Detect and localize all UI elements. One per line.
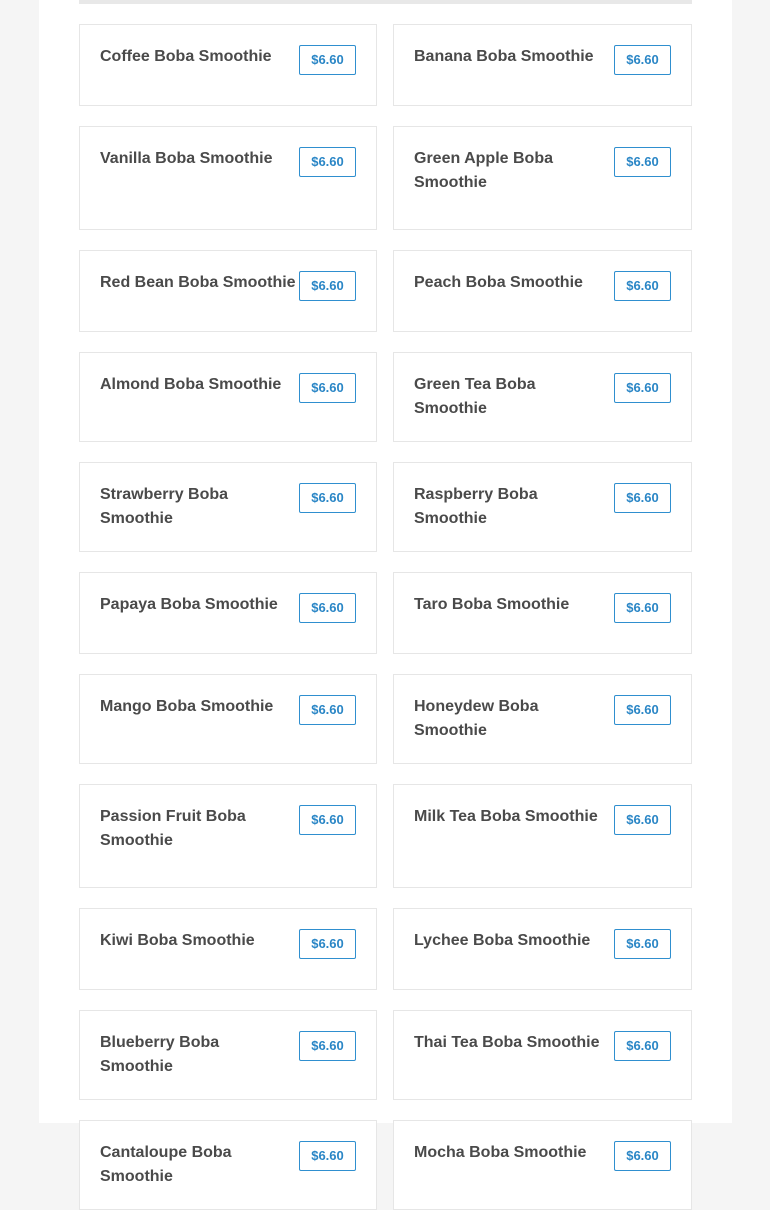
menu-item-card[interactable] — [79, 126, 377, 230]
menu-item-card[interactable] — [393, 674, 692, 764]
menu-item-name: Blueberry Boba Smoothie — [100, 1034, 220, 1075]
section-divider — [79, 0, 692, 4]
price-button[interactable]: $6.60 — [299, 929, 356, 959]
menu-item-card[interactable] — [393, 1010, 692, 1100]
menu-item-card[interactable] — [79, 572, 377, 654]
menu-item-name: Coffee Boba Smoothie — [100, 48, 272, 65]
price-button[interactable]: $6.60 — [299, 593, 356, 623]
menu-item-name: Green Tea Boba Smoothie — [414, 376, 536, 417]
menu-item-card[interactable] — [79, 1010, 377, 1100]
menu-item-name: Kiwi Boba Smoothie — [100, 932, 255, 949]
price-button[interactable]: $6.60 — [299, 373, 356, 403]
menu-item-name: Strawberry Boba Smoothie — [100, 486, 229, 527]
menu-item-card[interactable] — [79, 462, 377, 552]
price-button[interactable]: $6.60 — [614, 593, 671, 623]
menu-item-card[interactable] — [393, 784, 692, 888]
price-button[interactable]: $6.60 — [299, 695, 356, 725]
price-button[interactable]: $6.60 — [299, 271, 356, 301]
menu-item-card[interactable] — [79, 674, 377, 764]
price-button[interactable]: $6.60 — [299, 805, 356, 835]
menu-item-name: Thai Tea Boba Smoothie — [414, 1034, 600, 1051]
menu-item-name: Almond Boba Smoothie — [100, 376, 282, 393]
price-button[interactable]: $6.60 — [299, 45, 356, 75]
menu-item-card[interactable] — [393, 572, 692, 654]
price-button[interactable]: $6.60 — [299, 1141, 356, 1171]
menu-item-name: Green Apple Boba Smoothie — [414, 150, 553, 191]
menu-item-name: Mocha Boba Smoothie — [414, 1144, 587, 1161]
menu-item-card[interactable] — [79, 784, 377, 888]
menu-item-card[interactable] — [393, 908, 692, 990]
price-button[interactable]: $6.60 — [614, 271, 671, 301]
price-button[interactable]: $6.60 — [614, 1031, 671, 1061]
menu-item-name: Honeydew Boba Smoothie — [414, 698, 539, 739]
menu-item-card[interactable] — [393, 24, 692, 106]
price-button[interactable]: $6.60 — [614, 1141, 671, 1171]
price-button[interactable]: $6.60 — [614, 805, 671, 835]
menu-item-card[interactable] — [393, 462, 692, 552]
menu-item-name: Papaya Boba Smoothie — [100, 596, 278, 613]
menu-item-card[interactable] — [79, 908, 377, 990]
price-button[interactable]: $6.60 — [614, 147, 671, 177]
menu-item-name: Red Bean Boba Smoothie — [100, 274, 296, 291]
menu-item-card[interactable] — [79, 1120, 377, 1210]
menu-item-name: Raspberry Boba Smoothie — [414, 486, 538, 527]
price-button[interactable]: $6.60 — [614, 373, 671, 403]
menu-item-card[interactable] — [393, 1120, 692, 1210]
menu-item-card[interactable] — [393, 352, 692, 442]
menu-item-card[interactable] — [79, 250, 377, 332]
price-button[interactable]: $6.60 — [299, 147, 356, 177]
menu-item-name: Lychee Boba Smoothie — [414, 932, 591, 949]
menu-item-card[interactable] — [393, 250, 692, 332]
menu-item-card[interactable] — [79, 352, 377, 442]
menu-item-name: Passion Fruit Boba Smoothie — [100, 808, 246, 849]
menu-grid — [79, 24, 692, 1210]
menu-item-card[interactable] — [79, 24, 377, 106]
price-button[interactable]: $6.60 — [299, 483, 356, 513]
price-button[interactable]: $6.60 — [614, 45, 671, 75]
menu-item-name: Taro Boba Smoothie — [414, 596, 570, 613]
price-button[interactable]: $6.60 — [614, 929, 671, 959]
menu-item-name: Banana Boba Smoothie — [414, 48, 594, 65]
menu-item-name: Cantaloupe Boba Smoothie — [100, 1144, 232, 1185]
menu-item-card[interactable] — [393, 126, 692, 230]
menu-item-name: Vanilla Boba Smoothie — [100, 150, 273, 167]
price-button[interactable]: $6.60 — [614, 695, 671, 725]
menu-item-name: Milk Tea Boba Smoothie — [414, 808, 598, 825]
menu-page — [39, 0, 732, 1185]
price-button[interactable]: $6.60 — [614, 483, 671, 513]
menu-item-name: Peach Boba Smoothie — [414, 274, 583, 291]
price-button[interactable]: $6.60 — [299, 1031, 356, 1061]
menu-item-name: Mango Boba Smoothie — [100, 698, 274, 715]
